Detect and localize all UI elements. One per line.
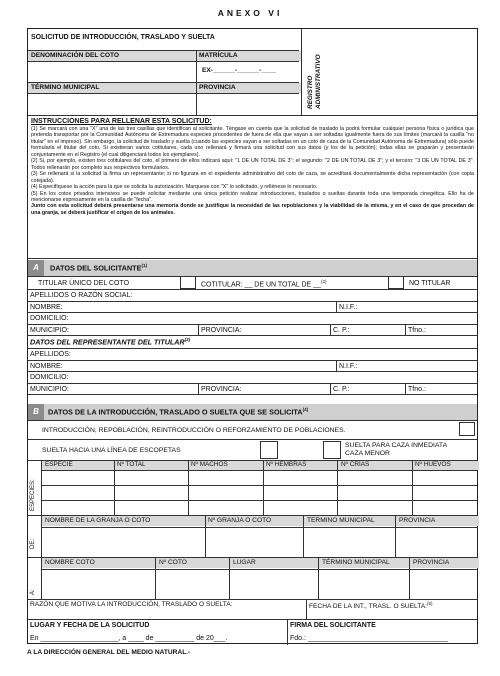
registro-label-1: REGISTRO	[307, 75, 314, 109]
header-huevos: Nº HUEVOS	[415, 461, 451, 468]
header-crias: Nº CRÍAS	[341, 461, 370, 468]
de-side-label: DE:	[30, 538, 36, 549]
instruction-5: (5) En los cotos privados intensivos se puede solicitar mediante una única petición realizar introducciones, traslados o sueltas durante toda una temporada cinegética. Ello ha de mencionarse expresamente en la casilla de "fecha".	[31, 190, 474, 203]
municipio-a-label: MUNICIPIO:	[30, 327, 69, 334]
species-row-1[interactable]	[42, 471, 479, 485]
checkbox-cotitular[interactable]	[388, 276, 404, 289]
checkbox-titular-unico[interactable]	[180, 276, 196, 289]
section-b-header	[28, 404, 477, 420]
header-total: Nº TOTAL	[117, 461, 146, 468]
rep-tfno-label: Tfno.:	[408, 386, 426, 393]
firma-title: FIRMA DEL SOLICITANTE	[290, 622, 376, 629]
option-introduccion-label: INTRODUCCIÓN, REPOBLACIÓN, REINTRODUCCIÓN O REFORZAMIENTO DE POBLACIONES.	[42, 427, 346, 434]
section-a-header	[28, 260, 477, 276]
option-caza-menor-label: CAZA MENOR	[345, 450, 390, 457]
provincia-a-label: PROVINCIA:	[201, 327, 242, 334]
checkbox-introduccion[interactable]	[459, 422, 475, 436]
a-header-termino: TÉRMINO MUNICIPAL	[322, 559, 390, 566]
rep-nif-label: N.I.F.:	[339, 363, 358, 370]
fecha-label: FECHA DE LA INT., TRASL. O SUELTA:$^{(5)}$	[309, 601, 433, 611]
representante-title: DATOS DEL REPRESENTANTE DEL TITULAR$^{(3)}$	[30, 337, 191, 347]
de-header-termino: TERMINO MUNICIPAL	[307, 517, 375, 524]
municipio-label: TÉRMINO MUNICIPAL	[31, 84, 100, 91]
header-hembras: Nº HEMBRAS	[266, 461, 307, 468]
coto-name-field[interactable]	[28, 64, 196, 74]
a-row[interactable]	[42, 570, 479, 598]
rep-apellidos-label: APELLIDOS:	[30, 351, 71, 358]
cp-label: C. P.:	[333, 327, 350, 334]
species-row-2[interactable]	[42, 486, 479, 500]
section-b-letter: B	[28, 404, 44, 420]
a-header-lugar: LUGAR	[233, 559, 256, 566]
de-row[interactable]	[42, 528, 479, 556]
a-header-provincia: PROVINCIA	[413, 559, 450, 566]
rep-domicilio-label: DOMICILIO:	[30, 374, 69, 381]
option-cotitular-label: COTITULAR: __ DE UN TOTAL DE __$^{(2)}$	[201, 279, 327, 289]
section-b-title: DATOS DE LA INTRODUCCIÓN, TRASLADO O SUELTA QUE SE SOLICITA$^{(4)}$	[48, 407, 309, 417]
firma-line[interactable]: Fdo.: ____________________________________	[290, 635, 449, 642]
rep-cp-label: C. P.:	[333, 386, 350, 393]
rep-municipio-label: MUNICIPIO:	[30, 386, 69, 393]
de-header-provincia: PROVINCIA	[399, 517, 436, 524]
section-a-title: DATOS DEL SOLICITANTE$^{(1)}$	[50, 263, 147, 273]
header-machos: Nº MACHOS	[191, 461, 228, 468]
instruction-3: (3) Se rellenará si la solicitud la firma un representante; si no figurara en el expediente administrativo del coto de caza, se acreditará documentalmente dicha representación (con copia cotejada).	[31, 171, 474, 184]
domicilio-label: DOMICILIO:	[30, 315, 69, 322]
rep-provincia-label: PROVINCIA:	[201, 386, 242, 393]
option-titular-unico-label: TITULAR ÚNICO DEL COTO	[38, 280, 130, 287]
option-caza-inmediata-label: SUELTA PARA CAZA INMEDIATA	[345, 442, 448, 449]
instruction-memoria: Junto con esta solicitud deberá presentarse una memoria donde se justifique la necesidad de las repoblaciones y la viabilidad de la misma, y en el caso de que procedan de una granja, se deberá justificar el origen de los animales.	[31, 203, 474, 216]
matricula-field[interactable]: EX-______-______-____	[202, 67, 277, 74]
annex-title: ANEXO VI	[217, 8, 283, 18]
a-header-coto: NOMBRE COTO	[45, 559, 95, 566]
a-header-numero: Nº COTO	[159, 559, 187, 566]
provincia-label: PROVINCIA	[199, 84, 236, 91]
option-no-titular-label: NO TITULAR	[409, 280, 451, 287]
lugar-fecha-title: LUGAR Y FECHA DE LA SOLICITUD	[30, 622, 150, 629]
municipio-field[interactable]	[28, 94, 196, 114]
de-header-granja: NOMBRE DE LA GRANJA O COTO	[45, 517, 151, 524]
matricula-label: MATRÍCULA	[199, 52, 238, 59]
instructions-body	[31, 126, 474, 216]
checkbox-escopetas[interactable]	[260, 441, 278, 459]
application-form	[27, 28, 478, 644]
nombre-label: NOMBRE:	[30, 304, 63, 311]
form-title: SOLICITUD DE INTRODUCCIÓN, TRASLADO Y SUELTA	[31, 34, 215, 41]
rep-nombre-label: NOMBRE:	[30, 363, 63, 370]
a-side-label: A:	[30, 589, 36, 595]
instruction-1: (1) Se marcará con una "X" una de las tres casillas que identifican al solicitante. Téngase en cuenta que la solicitud de traslado la podrá formular cualquier persona física o jurídica que pretenda transportar por la Comunidad Autónoma de Extremadura especies procedentes de fuera de ella que vayan a ser soltadas igualmente fuera de sus límites (marcará la casilla "no titular" en el impreso). Sin embargo, la solicitud de traslado y suelta (cuando las especies vayan a ser soltadas en un coto de caza de la Comunidad Autónoma de Extremadura) sólo puede formularla el titular del coto. Si existieran varios cotitulares, cada uno rellenará y firmará una solicitud con sus datos (y los de la petición); todas ellas se graparán y presentarán conjuntamente en el Registro (el cual diligenciará todos los ejemplares).	[31, 126, 474, 158]
checkbox-caza-inmediata[interactable]	[323, 441, 341, 459]
apellidos-razon-label: APELLIDOS O RAZÓN SOCIAL:	[30, 292, 133, 299]
de-header-numero: Nº GRANJA O COTO	[208, 517, 272, 524]
razon-label: RAZÓN QUE MOTIVA LA INTRODUCCIÓN, TRASLADO O SUELTA:	[30, 601, 233, 608]
coto-name-label: DENOMINACIÓN DEL COTO	[31, 52, 120, 59]
instructions-title: INSTRUCCIONES PARA RELLENAR ESTA SOLICITUD:	[31, 118, 212, 125]
nif-label: N.I.F.:	[339, 304, 358, 311]
species-row-3[interactable]	[42, 501, 479, 515]
tfno-label: Tfno.:	[408, 327, 426, 334]
option-escopetas-label: SUELTA HACIA UNA LÍNEA DE ESCOPETAS	[42, 447, 181, 454]
header-especie: ESPECIE	[45, 461, 73, 468]
registro-label-2: ADMINISTRATIVO	[315, 54, 322, 109]
section-a-letter: A	[28, 260, 44, 276]
footer-recipient: A LA DIRECCIÓN GENERAL DEL MEDIO NATURAL.-	[27, 649, 191, 656]
especies-side-label: ESPECIES:	[30, 479, 36, 511]
provincia-field[interactable]	[197, 94, 301, 114]
instruction-2: (2) Si, por ejemplo, existen tres cotitulares del coto, el primero de ellos indicará aquí: "1 DE UN TOTAL DE 3"; el segundo: "2 DE UN TOTAL DE 3"; y el tercero: "3 DE UN TOTAL DE 3". Todos rellenarán por completo sus respectivos formularios.	[31, 158, 474, 171]
lugar-fecha-line[interactable]: En ____________________, a ____ de __________ de 20___.	[30, 635, 228, 642]
instruction-4: (4) Especifíquese la acción para la que se solicita la autorización. Marquese con "X" lo solicitado, y rellénese lo necesario.	[31, 184, 318, 191]
